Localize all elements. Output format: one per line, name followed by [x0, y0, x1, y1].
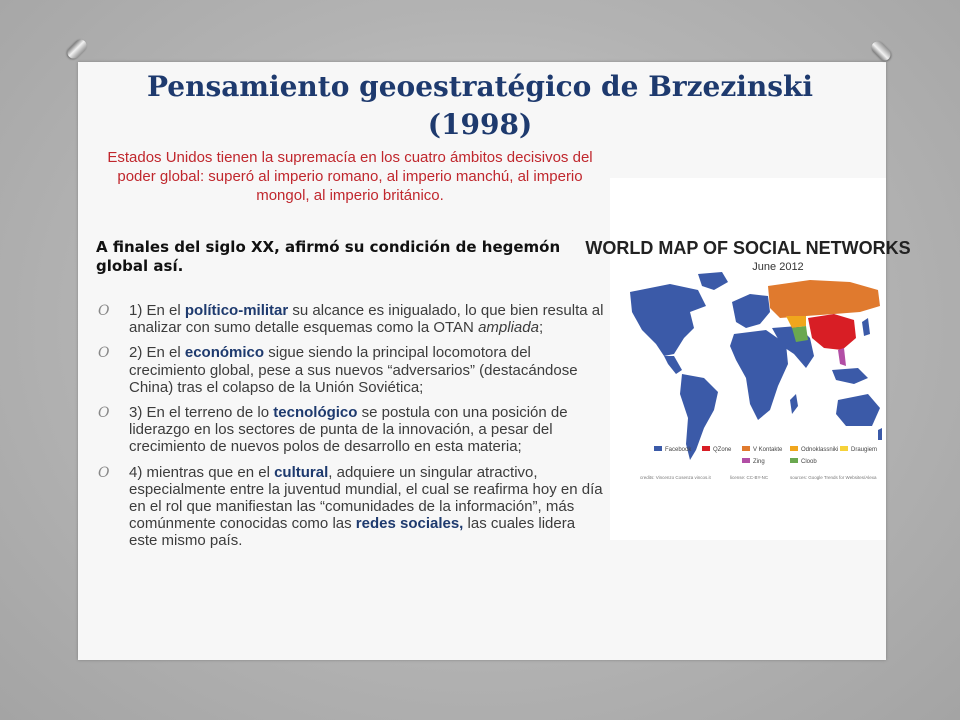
list-item: O 2) En el económico sigue siendo la principal locomotora del crecimiento global, pese a sus nuevos “adversarios” (destacándose China) tras el colapso de la Unión Soviética;: [98, 344, 578, 396]
slide-title: Pensamiento geoestratégico de Brzezinski (1998): [146, 70, 814, 141]
credit-author: credits: Vincenzo Cosenza vincos.it: [640, 475, 711, 480]
bullet-o-icon: O: [98, 345, 110, 362]
legend-label-zing: Zing: [753, 459, 765, 465]
credit-sources: sources: Google Trends for Websites/Alexa: [790, 475, 877, 480]
list-item: O 4) mientras que en el cultural, adquiere un singular atractivo, especialmente entre la juventud mundial, el cual se reafirma hoy en día en el rol que manifiestan las “comunidades de la información”, más comúnmente conocidas como las redes sociales, las cuales lidera este mismo país.: [98, 463, 603, 550]
legend-swatch-odnoklassniki: [790, 446, 798, 451]
map-credits: [640, 475, 877, 480]
region-north-america: [630, 284, 706, 356]
region-australia: [836, 394, 880, 426]
region-se-asia: [832, 368, 868, 384]
map-legend: [654, 446, 877, 465]
region-europe: [732, 294, 770, 328]
legend-swatch-qzone: [702, 446, 710, 451]
keyword: económico: [184, 344, 265, 362]
region-new-zealand: [878, 428, 882, 440]
legend-swatch-facebook: [654, 446, 662, 451]
list-item: O 3) En el terreno de lo tecnológico se postula con una posición de liderazgo en los sectores de punta de la innovación, a pesar del crecimiento de nuevos polos de desarrollo en esta materia;: [98, 404, 568, 456]
world-map-image: [585, 178, 911, 540]
legend-label-odnoklassniki: Odnoklassniki: [801, 447, 839, 453]
legend-label-facebook: Facebook: [665, 447, 692, 453]
intro-text: Estados Unidos tienen la supremacía en los cuatro ámbitos decisivos del poder global: superó al imperio romano, al imperio manchú, al imperio mongol, al imperio británico.: [107, 149, 593, 204]
social-network-map: [585, 178, 911, 540]
region-russia: [768, 280, 880, 318]
keyword: político-militar: [184, 302, 289, 319]
region-central-asia: [786, 316, 806, 328]
region-china: [808, 314, 856, 350]
keyword: redes sociales,: [355, 515, 464, 533]
legend-label-qzone: QZone: [713, 447, 732, 453]
map-continents: [630, 272, 882, 460]
legend-label-draugiem: Draugiem: [851, 447, 878, 453]
map-subtitle: June 2012: [752, 261, 804, 273]
map-title: WORLD MAP OF SOCIAL NETWORKS: [585, 238, 911, 258]
lead-text: A finales del siglo XX, afirmó su condición de hegemón global así.: [96, 238, 561, 275]
region-central-america: [664, 356, 682, 374]
legend-swatch-cloob: [790, 458, 798, 463]
bullet-o-icon: O: [98, 303, 110, 319]
keyword: tecnológico: [273, 404, 358, 422]
region-greenland: [698, 272, 728, 290]
legend-swatch-zing: [742, 458, 750, 463]
bullet-list: [96, 302, 606, 558]
keyword: cultural: [274, 463, 329, 481]
region-africa: [730, 330, 788, 420]
bullet-o-icon: O: [98, 405, 110, 422]
legend-label-cloob: Cloob: [801, 459, 817, 465]
region-vietnam: [838, 348, 846, 366]
legend-label-vkontakte: V Kontakte: [753, 447, 783, 453]
list-item: O 1) En el político-militar su alcance es inigualado, lo que bien resulta al analizar con sumo detalle esquemas como la OTAN ampliada;: [98, 302, 604, 337]
bullet-o-icon: O: [98, 464, 110, 481]
region-madagascar: [790, 394, 798, 414]
legend-swatch-vkontakte: [742, 446, 750, 451]
legend-swatch-draugiem: [840, 446, 848, 451]
credit-license: license: CC-BY-NC: [730, 475, 769, 480]
region-japan: [862, 318, 870, 336]
